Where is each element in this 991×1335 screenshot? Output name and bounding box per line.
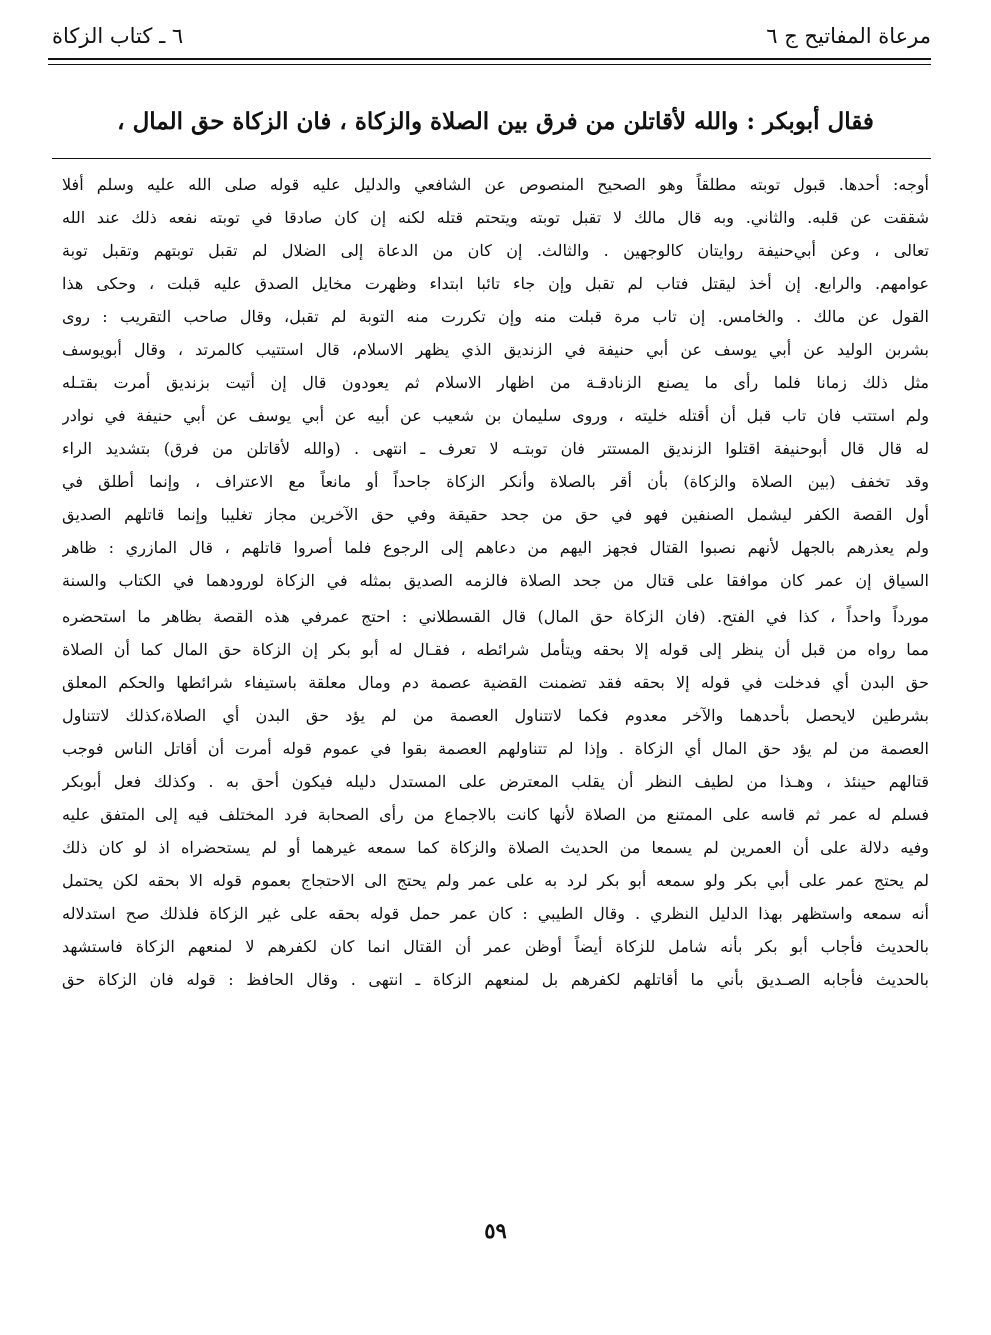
commentary-line: وقد تخفف (بين الصلاة والزكاة) بأن أقر بالصلاة وأنكر الزكاة جاحداً أو مانعاً مع الاعتراف ، وإنما أطلق في (62, 472, 929, 491)
commentary-line: فسلم له عمر ثم قاسه على الممتنع من الصلاة لأنها كانت بالاجماع من رأى الصحابة فرد المختلف فيه إلى المتفق عليه (62, 805, 929, 824)
commentary-line: وفيه دلالة على أن العمرين لم يسمعا من الحديث الصلاة والزكاة كما سمعه غيرهما أو لم يستحضراه اذ لو كان ذلك (62, 838, 929, 857)
hadith-text: فقال أبوبكر : والله لأقاتلن من فرق بين الصلاة والزكاة ، فان الزكاة حق المال ، (117, 108, 874, 135)
commentary-line: بالحديث فأجاب أبو بكر بأنه شامل للزكاة أيضاً أوظن عمر أن القتال انما كان لكفرهم لا لمنعهم الزكاة فاستشهد (62, 937, 929, 956)
commentary-line: له قال قال أبوحنيفة اقتلوا الزنديق المستتر فان توبتـه لا تعرف ـ انتهى . (والله لأقاتلن من فرق) بتشديد الراء (62, 439, 929, 458)
page-number: ٥٩ (484, 1218, 507, 1243)
commentary-line: مما رواه من قبل أن ينظر إلى قوله إلا بحقه ويتأمل شرائطه ، فقـال له أبو بكر إن الزكاة حق المال كما أن الصلاة (62, 640, 929, 659)
commentary-line: أول القصة الكفر ليشمل الصنفين فهو في حق من جحد حقيقة وفي حق الآخرين مجاز تغليبا وإنما قاتلهم الصديق (62, 505, 929, 524)
commentary-line: قتالهم حينئذ ، وهـذا من لطيف النظر أن يقلب المعترض على المستدل دليله فيكون أحق به . وكذلك فعل أبوبكر (62, 772, 929, 791)
book-title: مرعاة المفاتيح ج ٦ (766, 24, 931, 48)
commentary-line: العصمة من لم يؤد حق المال أي الزكاة . وإذا لم تتناولهم العصمة بقوا في عموم قوله أمرت أن أقاتل الناس فوجب (62, 739, 929, 758)
commentary-line: ولم استتب فان تاب قبل أن أقتله خليته ، وروى سليمان بن شعيب عن أبيه عن أبي يوسف عن أبي حنيفة في نوادر (62, 406, 929, 425)
commentary-line: بشرطين لايحصل بأحدهما والآخر معدوم فكما لاتتناول العصمة من لم يؤد حق البدن أي الصلاة،كذلك لاتتناول (62, 706, 929, 725)
hadith-divider (52, 158, 931, 159)
commentary-line: بالحديث فأجابه الصـديق بأني ما أقاتلهم لكفرهم بل لمنعهم الزكاة ـ انتهى . وقال الحافظ : قوله فان الزكاة حق (62, 970, 929, 989)
commentary-line: تعالى ، وعن أبي‌حنيفة روايتان كالوجهين . والثالث. إن كان من الدعاة إلى الضلال لم تقبل توبتهم وتقبل توبة (62, 241, 929, 260)
chapter-title: ٦ ـ كتاب الزكاة (52, 24, 184, 48)
commentary-line: لم يحتج عمر على أبي بكر ولو سمعه أبو بكر لرد به على عمر ولم يحتج الى الاحتجاج بعموم قوله الا بحقه لكن يحتمل (62, 871, 929, 890)
commentary-line: عوامهم. والرابع. إن أخذ ليقتل فتاب لم تقبل وإن جاء تائبا ابتداء وظهرت مخايل الصدق عليه قبلت ، وحكى هذا (62, 274, 929, 293)
commentary-line: ولم يعذرهم بالجهل لأنهم نصبوا القتال فجهز اليهم من دعاهم إلى الرجوع فلما أصروا قاتلهم ، قال المازري : ظاهر (62, 538, 929, 557)
commentary-line: مثل ذلك زمانا فلما رأى ما يصنع الزنادقـة من اظهار الاسلام ثم يعودون قال إن أتيت بزنديق أمرت بقتـله (62, 373, 929, 392)
header-rule (48, 58, 931, 65)
commentary-line: شققت عن قلبه. والثاني. وبه قال مالك لا تقبل توبته ويتحتم قتله لكنه إن كان صادقا في توبته نفعه ذلك عند الله (62, 208, 929, 227)
commentary-body (62, 168, 929, 996)
commentary-line: القول عن مالك . والخامس. إن تاب مرة قبلت منه وإن تكررت منه التوبة لم تقبل، وقال صاحب التقريب : روى (62, 307, 929, 326)
running-header (52, 18, 931, 54)
commentary-line: مورداً واحداً ، كذا في الفتح. (فان الزكاة حق المال) قال القسطلاني : احتج عمرفي هذه القصة بظاهر ما استحضره (62, 607, 929, 626)
commentary-line: أنه سمعه واستظهر بهذا الدليل النظري . وقال الطيبي : كان عمر حمل قوله بحقه على غير الزكاة فلذلك صح استدلاله (62, 904, 929, 923)
commentary-line: السياق إن عمر كان موافقا على قتال من جحد الصلاة فالزمه الصديق بمثله في الزكاة لورودهما في الكتاب والسنة (62, 571, 929, 590)
commentary-line: حق البدن أي فدخلت في قوله إلا بحقه فقد تضمنت القضية عصمة دم ومال معلقة باستيفاء شرائطها والحكم المعلق (62, 673, 929, 692)
commentary-line: بشربن الوليد عن أبي يوسف عن أبي حنيفة في الزنديق الذي يظهر الاسلام، قال استتيب كالمرتد ، وقال أبويوسف (62, 340, 929, 359)
commentary-line: أوجه: أحدها. قبول توبته مطلقاً وهو الصحيح المنصوص عن الشافعي والدليل عليه قوله صلى الله عليه وسلم أفلا (62, 175, 929, 194)
